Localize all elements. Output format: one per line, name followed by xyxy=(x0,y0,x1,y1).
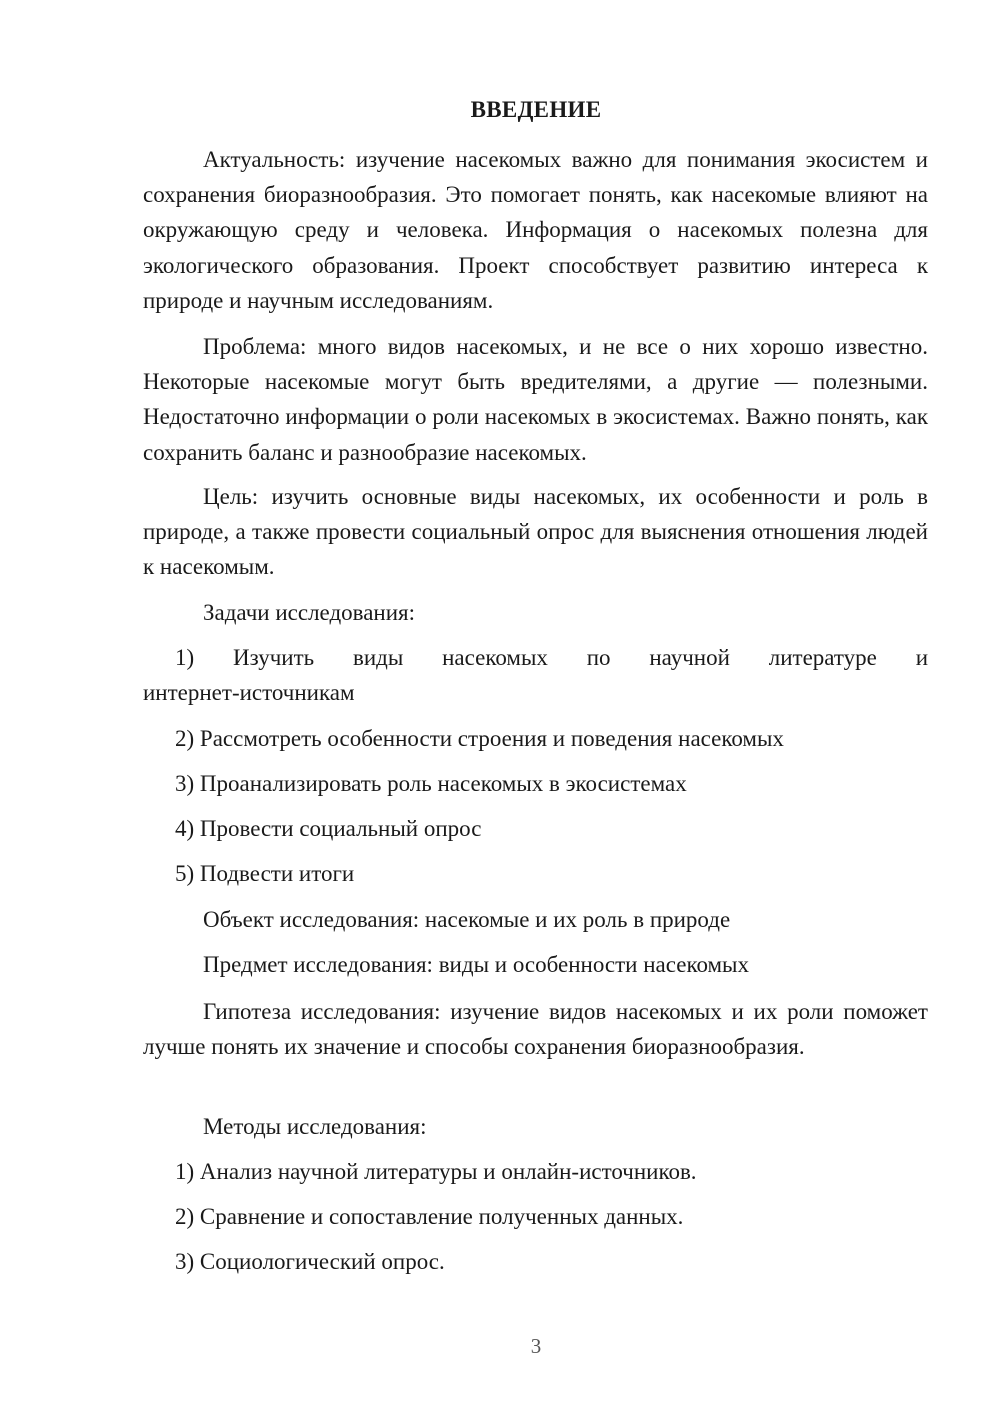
page-number: 3 xyxy=(530,1334,542,1358)
method-item-2: 2) Сравнение и сопоставление полученных данных. xyxy=(175,1204,684,1229)
relevance-paragraph: Актуальность: изучение насекомых важно для понимания экосистем и сохранения биоразнообразия. Это помогает понять, как насекомые влияют на окружающую среду и человека. Информация о насекомых полезна для экологического образования. Проект способствует развитию интереса к природе и научным исследованиям. xyxy=(143,147,928,313)
page-title: ВВЕДЕНИЕ xyxy=(470,97,602,122)
hypothesis-paragraph: Гипотеза исследования: изучение видов насекомых и их роли поможет лучше понять их значение и способы сохранения биоразнообразия. xyxy=(143,999,928,1060)
task-item-5: 5) Подвести итоги xyxy=(175,861,355,886)
goal-paragraph: Цель: изучить основные виды насекомых, их особенности и роль в природе, а также провести социальный опрос для выяснения отношения людей к насекомым. xyxy=(143,484,928,580)
subject-line: Предмет исследования: виды и особенности насекомых xyxy=(203,952,750,977)
task-item-2: 2) Рассмотреть особенности строения и поведения насекомых xyxy=(175,726,784,751)
task-item-3: 3) Проанализировать роль насекомых в экосистемах xyxy=(175,771,687,796)
task-item-1-line-1: 1) Изучить виды насекомых по научной литературе и xyxy=(175,645,928,670)
task-item-4: 4) Провести социальный опрос xyxy=(175,816,482,841)
method-item-1: 1) Анализ научной литературы и онлайн-источников. xyxy=(175,1159,697,1184)
object-line: Объект исследования: насекомые и их роль в природе xyxy=(203,907,731,932)
tasks-heading: Задачи исследования: xyxy=(203,600,416,625)
method-item-3: 3) Социологический опрос. xyxy=(175,1249,445,1274)
methods-heading: Методы исследования: xyxy=(203,1114,427,1139)
problem-paragraph: Проблема: много видов насекомых, и не все о них хорошо известно. Некоторые насекомые могут быть вредителями, а другие — полезными. Недостаточно информации о роли насекомых в экосистемах. Важно понять, как сохранить баланс и разнообразие насекомых. xyxy=(143,334,928,465)
task-item-1-line-2: интернет-источникам xyxy=(143,680,355,705)
